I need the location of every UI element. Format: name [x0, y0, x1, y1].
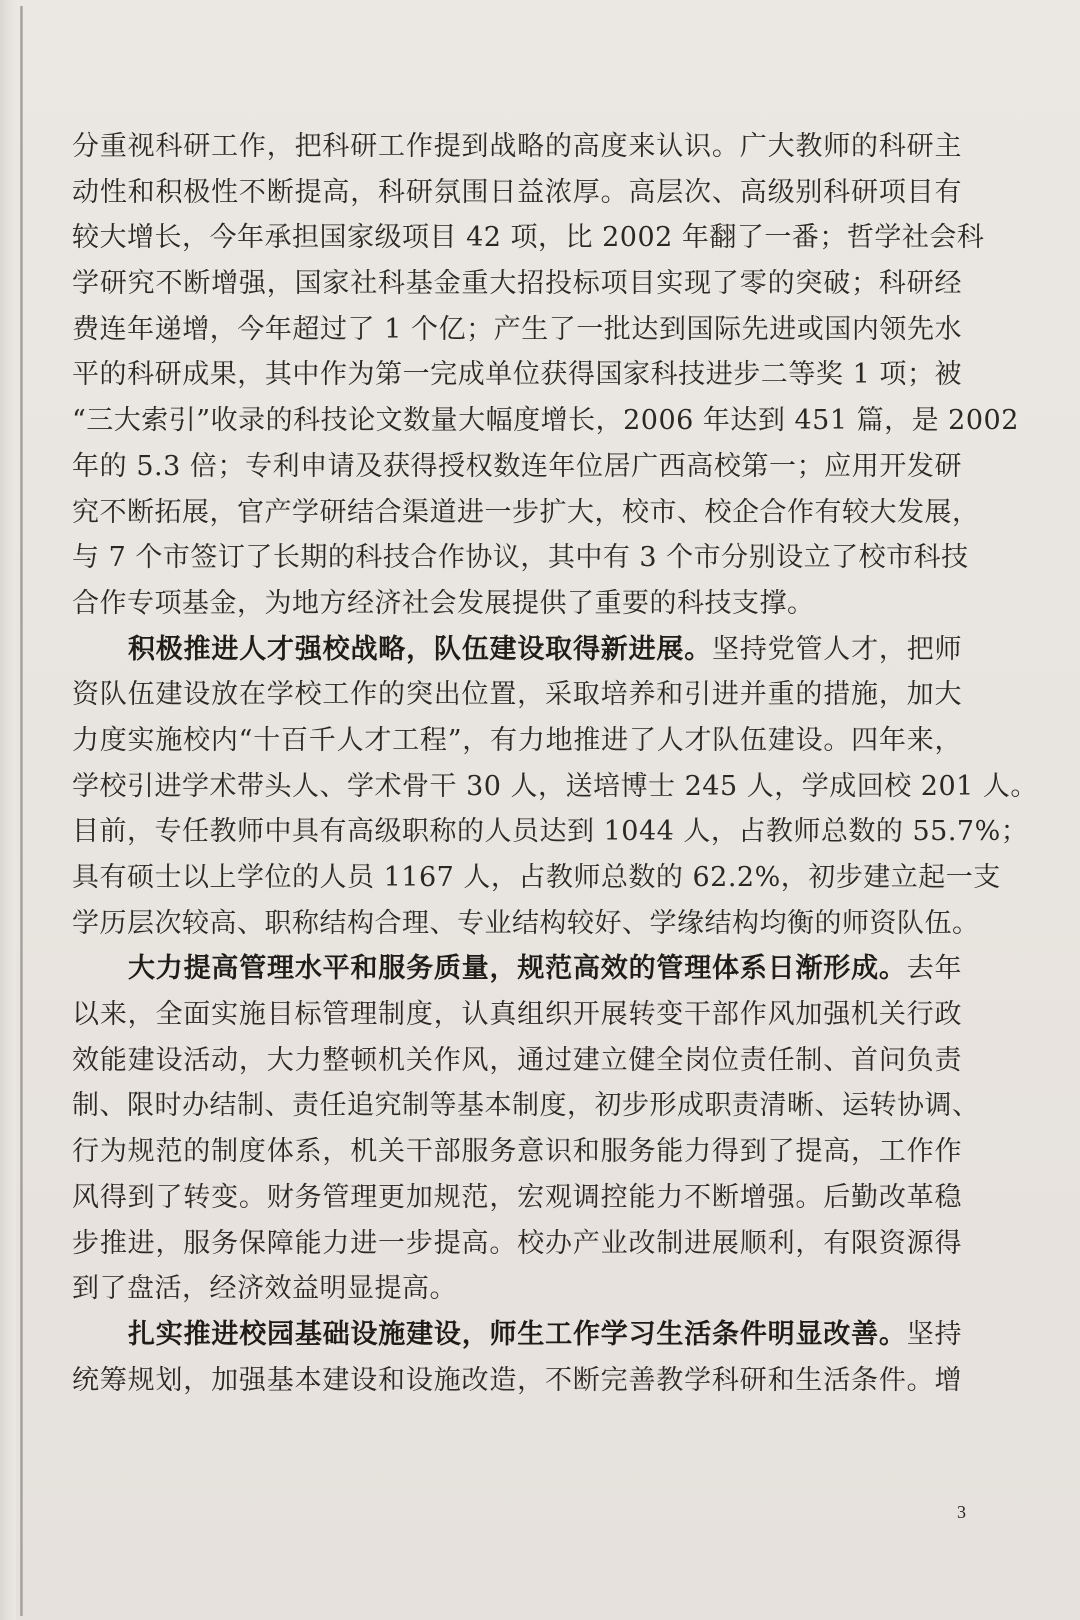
text-line: 具有硕士以上学位的人员 1167 人，占教师总数的 62.2%，初步建立起一支: [72, 862, 1001, 893]
text-line: 究不断拓展，官产学研结合渠道进一步扩大，校市、校企合作有较大发展，: [72, 496, 980, 528]
text-line: 目前，专任教师中具有高级职称的人员达到 1044 人，占教师总数的 55.7%；: [72, 816, 1029, 848]
text-line: 风得到了转变。财务管理更加规范，宏观调控能力不断增强。后勤改革稳: [72, 1181, 962, 1213]
text-line: 费连年递增，今年超过了 1 个亿；产生了一批达到国际先进或国内领先水: [72, 313, 962, 345]
text-line: 与 7 个市签订了长期的科技合作协议，其中有 3 个市分别设立了校市科技: [72, 542, 969, 574]
paragraph-talent: [72, 627, 1038, 947]
text-line: 制、限时办结制、责任追究制等基本制度，初步形成职责清晰、运转协调、: [72, 1090, 980, 1122]
text-line: 行为规范的制度体系，机关干部服务意识和服务能力得到了提高，工作作: [72, 1136, 962, 1168]
paragraph-infrastructure: [72, 1312, 962, 1403]
document-body: [72, 124, 1038, 1403]
text-line: 到了盘活，经济效益明显提高。: [72, 1273, 457, 1305]
page-binding-edge: [0, 0, 16, 1620]
text-line: 步推进，服务保障能力进一步提高。校办产业改制进展顺利，有限资源得: [72, 1227, 962, 1259]
text-line: 统筹规划，加强基本建设和设施改造，不断完善教学科研和生活条件。增: [72, 1364, 962, 1396]
paragraph-first-line: [72, 627, 962, 673]
text-line: 年的 5.3 倍；专利申请及获得授权数连年位居广西高校第一；应用开发研: [72, 450, 962, 482]
text-line: 分重视科研工作，把科研工作提到战略的高度来认识。广大教师的科研主: [72, 131, 962, 162]
page-number: 3: [957, 1502, 966, 1522]
text-line: 学研究不断增强，国家社科基金重大招投标项目实现了零的突破；科研经: [72, 268, 962, 300]
paragraph-management: [72, 946, 980, 1312]
text-line: 学校引进学术带头人、学术骨干 30 人，送培博士 245 人，学成回校 201 人。: [72, 770, 1038, 802]
text-line: 较大增长，今年承担国家级项目 42 项，比 2002 年翻了一番；哲学社会科: [72, 222, 985, 254]
text-line: 学历层次较高、职称结构合理、专业结构较好、学缘结构均衡的师资队伍。: [72, 907, 980, 939]
paragraph-research: [72, 124, 1019, 627]
text-span: 坚持: [906, 1318, 963, 1350]
text-line: 资队伍建设放在学校工作的突出位置，采取培养和引进并重的措施，加大: [72, 679, 962, 711]
paragraph-first-line: [72, 1312, 962, 1358]
paragraph-first-line: [72, 946, 962, 992]
binding-line: [20, 6, 23, 1616]
paragraph-heading: 大力提高管理水平和服务质量，规范高效的管理体系日渐形成。: [128, 953, 907, 985]
text-line: 平的科研成果，其中作为第一完成单位获得国家科技进步二等奖 1 项；被: [72, 359, 962, 391]
paragraph-heading: 扎实推进校园基础设施建设，师生工作学习生活条件明显改善。: [128, 1318, 907, 1350]
text-line: 动性和积极性不断提高，科研氛围日益浓厚。高层次、高级别科研项目有: [72, 176, 962, 208]
text-line: 效能建设活动，大力整顿机关作风，通过建立健全岗位责任制、首问负责: [72, 1044, 962, 1076]
text-span: 去年: [906, 953, 963, 985]
text-span: 坚持党管人才，把师: [712, 633, 963, 665]
text-line: 以来，全面实施目标管理制度，认真组织开展转变干部作风加强机关行政: [72, 999, 962, 1031]
text-line: 力度实施校内“十百千人才工程”，有力地推进了人才队伍建设。四年来，: [72, 724, 962, 756]
text-line: 合作专项基金，为地方经济社会发展提供了重要的科技支撑。: [72, 587, 815, 619]
paragraph-heading: 积极推进人才强校战略，队伍建设取得新进展。: [128, 633, 713, 665]
text-line: “三大索引”收录的科技论文数量大幅度增长，2006 年达到 451 篇，是 2002: [72, 405, 1019, 437]
